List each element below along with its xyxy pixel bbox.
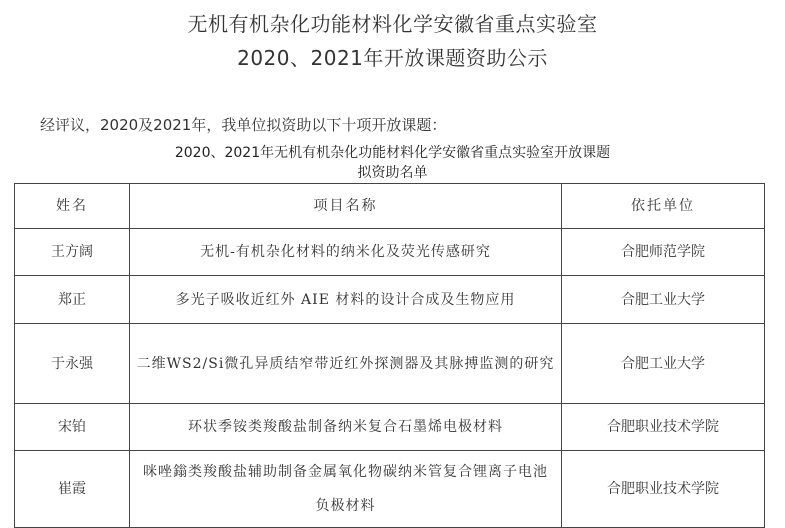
table-row	[15, 229, 765, 276]
cell-unit: 合肥工业大学	[562, 276, 765, 324]
cell-name: 王方阔	[15, 229, 130, 276]
cell-unit: 合肥工业大学	[562, 324, 765, 404]
table-row	[15, 324, 765, 404]
cell-unit: 合肥职业技术学院	[562, 451, 765, 528]
table-header-row	[15, 184, 765, 229]
table-caption-sub: 拟资助名单	[357, 165, 428, 181]
cell-name: 郑正	[15, 276, 130, 324]
table-row	[15, 404, 765, 451]
cell-project: 环状季铵类羧酸盐制备纳米复合石墨烯电极材料	[130, 404, 562, 451]
cell-name: 于永强	[15, 324, 130, 404]
intro-text: 经评议，2020及2021年，我单位拟资助以下十项开放课题：	[40, 116, 447, 134]
table-caption: 2020、2021年无机有机杂化功能材料化学安徽省重点实验室开放课题	[174, 145, 611, 161]
table-row	[15, 276, 765, 324]
grant-table	[14, 183, 765, 528]
cell-project: 多光子吸收近红外 AIE 材料的设计合成及生物应用	[130, 276, 562, 324]
cell-unit: 合肥师范学院	[562, 229, 765, 276]
cell-project: 二维WS2/Si微孔异质结窄带近红外探测器及其脉搏监测的研究	[130, 324, 562, 404]
column-header-name: 姓名	[15, 184, 130, 229]
column-header-project: 项目名称	[130, 184, 562, 229]
cell-project: 无机-有机杂化材料的纳米化及荧光传感研究	[130, 229, 562, 276]
page-title: 无机有机杂化功能材料化学安徽省重点实验室	[187, 12, 598, 36]
cell-name: 宋铂	[15, 404, 130, 451]
cell-project: 咪唑鎓类羧酸盐辅助制备金属氧化物碳纳米管复合锂离子电池负极材料	[130, 451, 562, 528]
column-header-unit: 依托单位	[562, 184, 765, 229]
page-subtitle: 2020、2021年开放课题资助公示	[237, 46, 548, 70]
cell-name: 崔霞	[15, 451, 130, 528]
cell-unit: 合肥职业技术学院	[562, 404, 765, 451]
table-row	[15, 451, 765, 528]
